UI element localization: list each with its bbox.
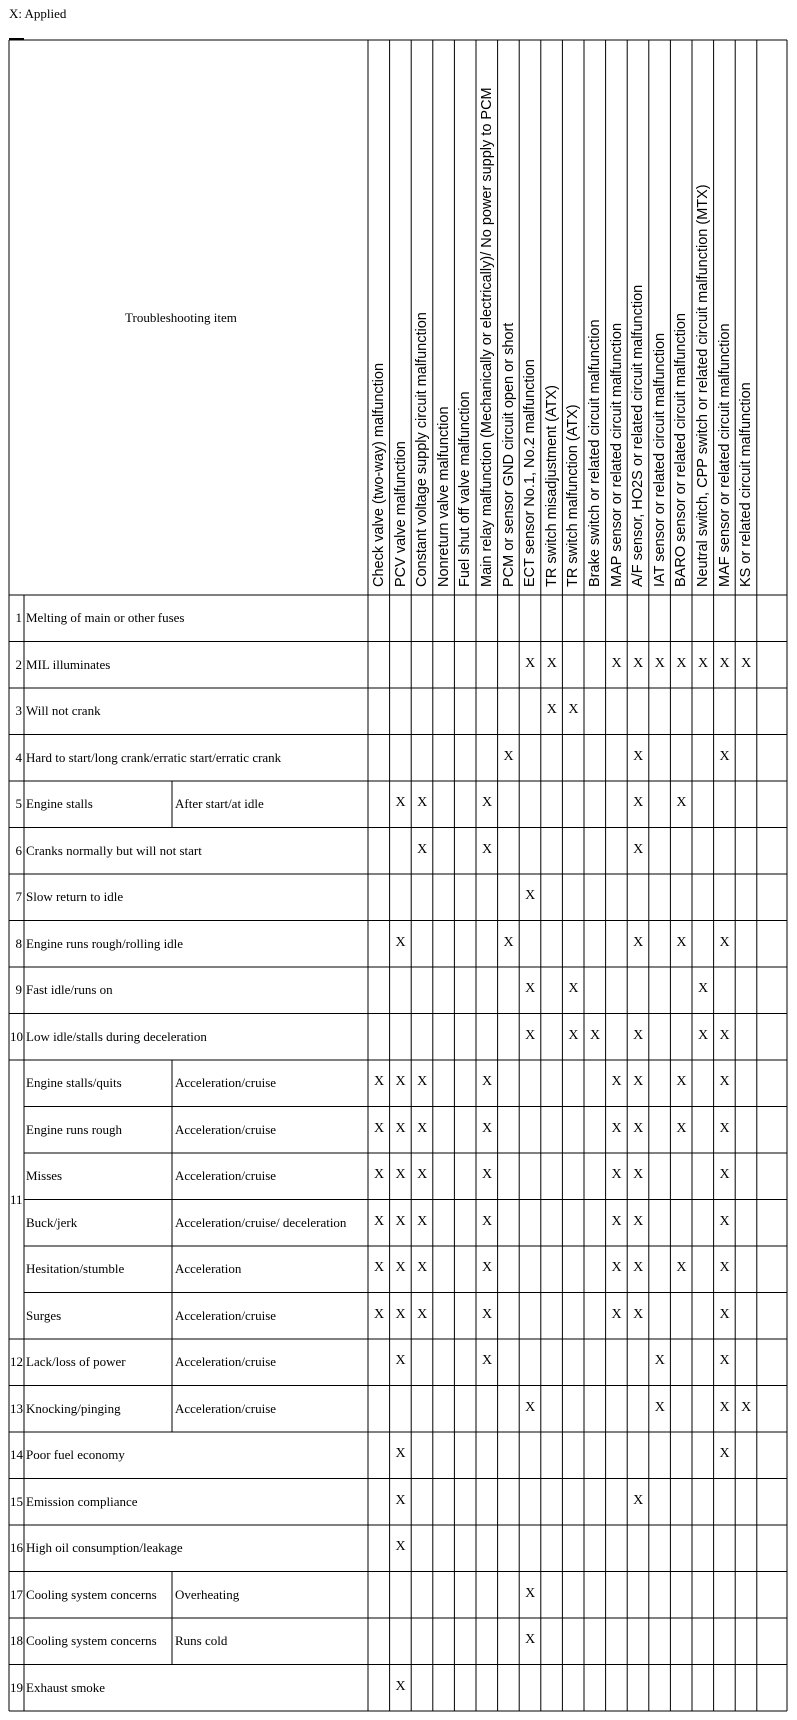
column-header: Nonreturn valve malfunction [435,406,452,587]
applied-mark: X [654,655,665,671]
applied-mark: X [611,1120,622,1136]
applied-mark: X [395,1167,406,1183]
applied-mark: X [676,1260,687,1276]
applied-mark: X [417,1306,428,1322]
applied-mark: X [654,1353,665,1369]
row-item: Buck/jerk [26,1214,78,1230]
applied-mark: X [719,1074,730,1090]
row-item: Engine runs rough/rolling idle [26,935,184,951]
applied-mark: X [611,1074,622,1090]
applied-mark: X [481,841,493,857]
applied-mark: X [417,1213,428,1229]
applied-mark: X [719,1399,730,1415]
row-number: 7 [15,889,22,905]
applied-mark: X [417,1074,428,1090]
applied-mark: X [417,795,428,811]
applied-mark: X [373,1120,385,1136]
applied-mark: X [481,1306,493,1322]
row-item: MIL illuminates [26,656,111,672]
applied-mark: X [395,1074,406,1090]
row-item: Will not crank [26,703,101,719]
applied-mark: X [568,981,579,997]
column-header: A/F sensor, HO2S or related circuit malfunction [630,284,647,587]
applied-mark: X [395,1353,406,1369]
row-number: 10 [10,1028,23,1044]
row-number: 18 [10,1633,23,1649]
applied-mark: X [395,1446,406,1462]
applied-mark: X [633,1027,644,1043]
applied-mark: X [525,888,536,904]
column-header: KS or related circuit malfunction [738,382,755,587]
applied-mark: X [697,655,709,671]
applied-mark: X [395,1213,406,1229]
applied-mark: X [568,702,579,718]
applied-mark: X [676,1120,687,1136]
column-header: TR switch malfunction (ATX) [565,404,582,587]
applied-mark: X [395,1260,406,1276]
applied-mark: X [676,1074,687,1090]
row-item: Slow return to idle [26,889,124,905]
row-condition: Acceleration/cruise [175,1400,277,1416]
applied-mark: X [719,1446,730,1462]
row-item: Fast idle/runs on [26,982,113,998]
column-header: BARO sensor or related circuit malfunction [673,313,690,587]
applied-mark: X [481,795,493,811]
applied-mark: X [546,702,557,718]
applied-mark: X [503,748,514,764]
applied-mark: X [719,1353,730,1369]
applied-mark: X [633,1213,644,1229]
applied-mark: X [654,1399,665,1415]
column-header: PCM or sensor GND circuit open or short [500,322,517,587]
row-number: 1 [15,610,22,626]
applied-mark: X [525,1632,536,1648]
column-header: Constant voltage supply circuit malfunction [414,312,431,587]
column-header: Neutral switch, CPP switch or related circuit malfunction (MTX) [695,184,711,587]
row-number: 3 [15,703,22,719]
row-number: 8 [15,935,22,951]
row-item: Emission compliance [26,1493,138,1509]
applied-mark: X [417,1167,428,1183]
applied-mark: X [633,655,644,671]
applied-mark: X [633,1167,644,1183]
applied-mark: X [676,934,687,950]
row-item: Exhaust smoke [26,1679,106,1695]
applied-mark: X [633,748,644,764]
row-number: 16 [10,1540,23,1556]
applied-mark: X [633,1306,644,1322]
row-item: Cooling system concerns [26,1633,157,1649]
row-condition: Acceleration/cruise [175,1354,277,1370]
applied-mark: X [481,1213,493,1229]
applied-mark: X [373,1306,385,1322]
applied-mark: X [697,1027,709,1043]
row-number: 13 [10,1400,23,1416]
row-item: Engine runs rough [26,1121,123,1137]
applied-mark: X [611,1213,622,1229]
row-item: Hesitation/stumble [26,1261,125,1277]
applied-mark: X [395,795,406,811]
applied-mark: X [719,655,730,671]
row-number: 2 [15,656,22,672]
applied-mark: X [697,981,709,997]
row-item: Hard to start/long crank/erratic start/erratic crank [26,749,282,765]
row-item: Low idle/stalls during deceleration [26,1028,207,1044]
applied-mark: X [417,1260,428,1276]
row-condition: Acceleration/cruise [175,1121,277,1137]
applied-mark: X [611,1167,622,1183]
applied-mark: X [525,981,536,997]
row-item: Lack/loss of power [26,1354,126,1370]
row-number: 9 [15,982,22,998]
row-item: Cooling system concerns [26,1586,157,1602]
applied-mark: X [611,655,622,671]
applied-mark: X [481,1353,493,1369]
applied-mark: X [373,1074,385,1090]
row-condition: Runs cold [175,1633,228,1649]
applied-mark: X [525,1585,536,1601]
row-item: Cranks normally but will not start [26,842,202,858]
applied-mark: X [395,934,406,950]
row-item: Poor fuel economy [26,1447,125,1463]
row-condition: After start/at idle [175,796,264,812]
applied-mark: X [481,1167,493,1183]
row-number: 15 [10,1493,23,1509]
applied-mark: X [633,1120,644,1136]
applied-mark: X [395,1492,406,1508]
applied-mark: X [633,1074,644,1090]
column-header: MAP sensor or related circuit malfunction [608,322,625,587]
column-header: ECT sensor No.1, No.2 malfunction [522,359,539,587]
applied-mark: X [633,934,644,950]
row-number: 6 [15,842,22,858]
applied-mark: X [546,655,557,671]
applied-mark: X [676,655,687,671]
applied-mark: X [373,1213,385,1229]
row-condition: Acceleration [175,1261,242,1277]
applied-mark: X [395,1678,406,1694]
applied-mark: X [719,1027,730,1043]
applied-mark: X [741,655,752,671]
row-condition: Acceleration/cruise [175,1168,277,1184]
applied-mark: X [719,1120,730,1136]
applied-mark: X [719,934,730,950]
applied-mark: X [373,1260,385,1276]
row-number: 17 [10,1586,23,1602]
row-item: Engine stalls/quits [26,1075,122,1091]
row-number: 11 [10,1191,23,1207]
applied-mark: X [719,1306,730,1322]
applied-mark: X [611,1260,622,1276]
applied-mark: X [417,1120,428,1136]
column-header: Brake switch or related circuit malfunction [587,319,603,587]
column-header: TR switch misadjustment (ATX) [543,385,560,587]
applied-mark: X [719,1167,730,1183]
applied-mark: X [719,1213,730,1229]
column-header: Main relay malfunction (Mechanically or electrically)/ No power supply to PCM [479,87,495,587]
row-item: Surges [26,1307,62,1323]
column-header: PCV valve malfunction [392,441,409,587]
applied-mark: X [525,1399,536,1415]
row-number: 14 [10,1447,23,1463]
column-header: IAT sensor or related circuit malfunction [651,332,668,587]
applied-mark: X [395,1306,406,1322]
applied-mark: X [395,1539,406,1555]
applied-mark: X [525,655,536,671]
applied-mark: X [417,841,428,857]
header-item-label: Troubleshooting item [125,309,237,325]
applied-mark: X [525,1027,536,1043]
column-header: Check valve (two-way) malfunction [371,362,387,587]
row-item: Engine stalls [26,796,93,812]
row-number: 5 [15,796,22,812]
row-condition: Acceleration/cruise [175,1307,277,1323]
applied-mark: X [589,1027,601,1043]
row-condition: Overheating [175,1586,240,1602]
applied-mark: X [503,934,514,950]
applied-mark: X [633,795,644,811]
column-header: MAF sensor or related circuit malfunction [716,323,733,587]
legend: X: Applied [9,6,67,21]
row-item: Melting of main or other fuses [26,610,185,626]
applied-mark: X [633,1260,644,1276]
row-number: 4 [15,749,22,765]
row-number: 19 [10,1679,23,1695]
applied-mark: X [741,1399,752,1415]
applied-mark: X [719,748,730,764]
row-item: High oil consumption/leakage [26,1540,183,1556]
applied-mark: X [719,1260,730,1276]
applied-mark: X [611,1306,622,1322]
applied-mark: X [395,1120,406,1136]
row-condition: Acceleration/cruise/ deceleration [175,1214,347,1230]
applied-mark: X [373,1167,385,1183]
row-condition: Acceleration/cruise [175,1075,277,1091]
column-header: Fuel shut off valve malfunction [457,391,474,587]
applied-mark: X [481,1074,493,1090]
applied-mark: X [633,841,644,857]
applied-mark: X [481,1120,493,1136]
row-number: 12 [10,1354,23,1370]
applied-mark: X [633,1492,644,1508]
applied-mark: X [568,1027,579,1043]
row-item: Misses [26,1168,63,1184]
applied-mark: X [481,1260,493,1276]
row-item: Knocking/pinging [26,1400,121,1416]
applied-mark: X [676,795,687,811]
